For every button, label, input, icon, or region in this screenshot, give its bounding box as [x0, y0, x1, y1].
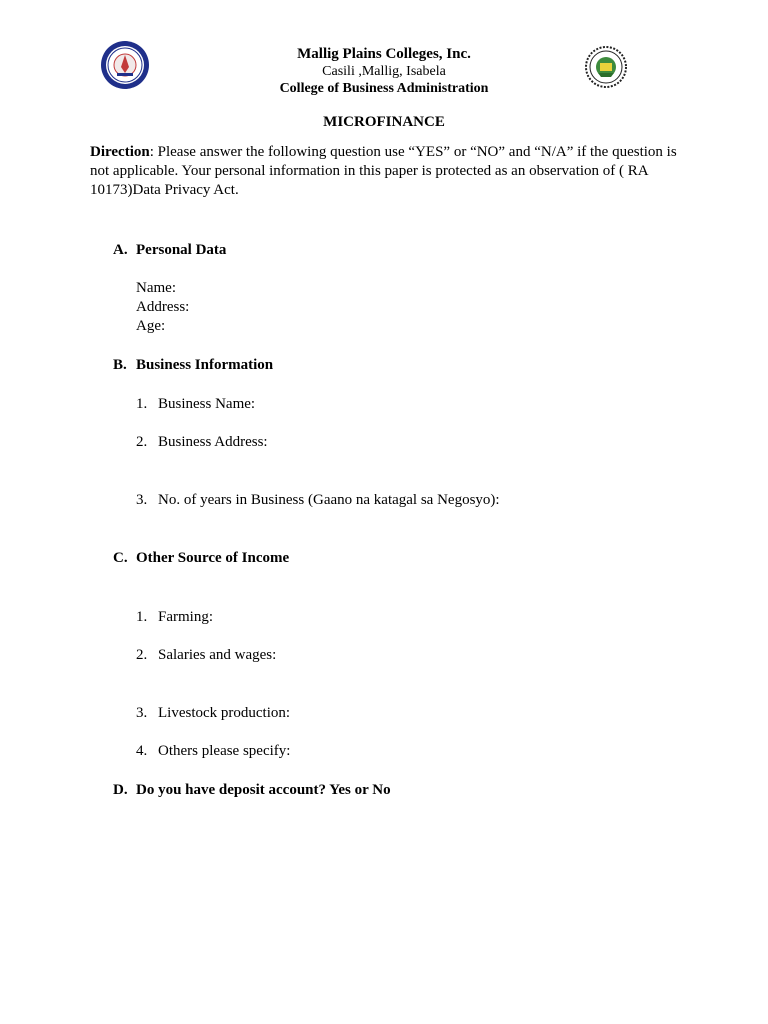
address-field-label: Address: — [136, 299, 190, 315]
school-name: Mallig Plains Colleges, Inc. — [297, 46, 471, 62]
section-b-marker: B. — [113, 357, 127, 373]
business-address-label: Business Address: — [158, 434, 268, 450]
direction-label: Direction — [90, 144, 150, 160]
section-c-marker: C. — [113, 550, 128, 566]
list-item-number: 1. — [136, 609, 148, 625]
list-item-number: 3. — [136, 705, 148, 721]
others-specify-label: Others please specify: — [158, 743, 291, 759]
section-a-marker: A. — [113, 242, 128, 258]
list-item-number: 3. — [136, 492, 148, 508]
farming-label: Farming: — [158, 609, 213, 625]
section-d-marker: D. — [113, 782, 128, 798]
salaries-label: Salaries and wages: — [158, 647, 277, 663]
school-location: Casili ,Mallig, Isabela — [322, 64, 446, 79]
list-item-number: 4. — [136, 743, 148, 759]
direction-paragraph — [90, 143, 680, 200]
section-b-heading: Business Information — [136, 357, 274, 373]
document-title: MICROFINANCE — [323, 114, 445, 130]
list-item-number: 2. — [136, 647, 148, 663]
livestock-label: Livestock production: — [158, 705, 291, 721]
section-a-heading: Personal Data — [136, 242, 227, 258]
college-name: College of Business Administration — [279, 81, 489, 96]
section-c-heading: Other Source of Income — [136, 550, 290, 566]
age-field-label: Age: — [136, 318, 166, 334]
business-name-label: Business Name: — [158, 396, 256, 412]
direction-text: : Please answer the following question use “YES” or “NO” and “N/A” if the question is not applicable. Your personal information in this paper is protected as an observation of ( RA 10173)Data Privacy Act. — [90, 144, 677, 198]
deposit-account-question: Do you have deposit account? Yes or No — [136, 782, 391, 798]
name-field-label: Name: — [136, 280, 176, 296]
list-item-number: 1. — [136, 396, 148, 412]
list-item-number: 2. — [136, 434, 148, 450]
years-in-business-label: No. of years in Business (Gaano na katagal sa Negosyo): — [158, 492, 500, 508]
